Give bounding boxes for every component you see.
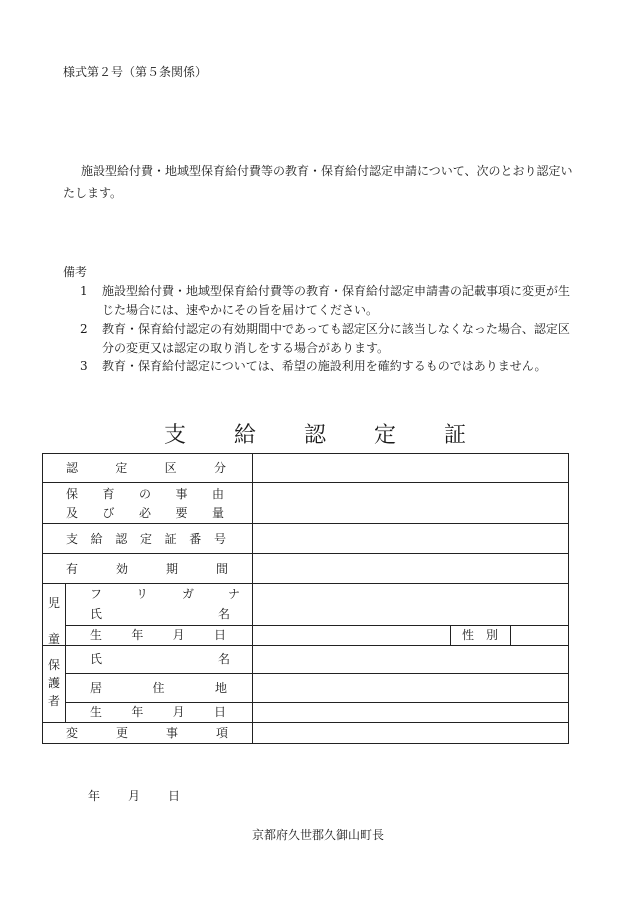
date-month-label: 月 <box>128 789 141 803</box>
reason-label-line2: 及 び 必 要 量 <box>66 506 224 520</box>
note-text: 教育・保育給付認定の有効期間中であっても認定区分に該当しなくなった場合、認定区分の変更又は認定の取り消しをする場合があります。 <box>102 322 570 355</box>
note-item <box>80 320 575 358</box>
child-birth-value[interactable] <box>253 626 450 645</box>
certificate-title <box>0 418 630 449</box>
date-year-label: 年 <box>88 789 101 803</box>
title-char: 認 <box>303 423 326 448</box>
note-item <box>80 357 575 376</box>
intro-text: 施設型給付費・地域型保育給付費等の教育・保育給付認定申請について、次のとおり認定いたします。 <box>63 164 573 200</box>
title-char: 給 <box>233 423 256 448</box>
guardian-group-label: 保 護 者 <box>47 658 60 708</box>
changes-value[interactable] <box>253 723 568 743</box>
guardian-birth-label: 生 年 月 日 <box>90 705 226 719</box>
column-divider <box>65 583 66 722</box>
guardian-address-value[interactable] <box>253 674 568 702</box>
changes-label: 変 更 事 項 <box>66 726 228 740</box>
reason-value[interactable] <box>253 483 568 523</box>
column-divider <box>450 625 451 645</box>
child-furigana-label: フ リ ガ ナ <box>90 587 240 601</box>
note-text: 施設型給付費・地域型保育給付費等の教育・保育給付認定申請書の記載事項に変更が生じた場合には、速やかにその旨を届けてください。 <box>102 284 571 317</box>
cert-number-value[interactable] <box>253 524 568 553</box>
issue-date <box>88 787 208 804</box>
child-group-label: 児 童 <box>47 596 60 646</box>
notes-heading: 備考 <box>63 265 88 279</box>
note-number: 2 <box>80 322 88 336</box>
note-item <box>80 282 575 320</box>
gender-label: 性 別 <box>462 628 498 642</box>
category-label: 認 定 区 分 <box>66 461 226 475</box>
note-number: 1 <box>80 284 88 298</box>
cert-number-label: 支 給 認 定 証 番 号 <box>66 532 226 546</box>
title-char: 支 <box>163 423 186 448</box>
guardian-name-value[interactable] <box>253 646 568 673</box>
title-char: 定 <box>374 423 397 448</box>
guardian-name-label: 氏 名 <box>90 652 230 666</box>
title-char: 証 <box>444 423 467 448</box>
category-value[interactable] <box>253 454 568 482</box>
valid-period-label: 有 効 期 間 <box>66 562 228 576</box>
guardian-birth-value[interactable] <box>253 703 568 722</box>
date-day-label: 日 <box>168 789 181 803</box>
reason-label-line1: 保 育 の 事 由 <box>66 487 224 501</box>
note-text: 教育・保育給付認定については、希望の施設利用を確約するものではありません。 <box>102 359 547 373</box>
gender-value[interactable] <box>511 626 568 645</box>
child-name-label: 氏 名 <box>90 607 230 621</box>
form-number: 様式第２号（第５条関係） <box>63 65 208 79</box>
guardian-address-label: 居 住 地 <box>90 681 227 695</box>
valid-period-value[interactable] <box>253 554 568 583</box>
child-name-value[interactable] <box>253 584 568 625</box>
note-number: 3 <box>80 359 88 373</box>
child-birth-label: 生 年 月 日 <box>90 628 226 642</box>
issuer-name: 京都府久世郡久御山町長 <box>252 828 385 842</box>
